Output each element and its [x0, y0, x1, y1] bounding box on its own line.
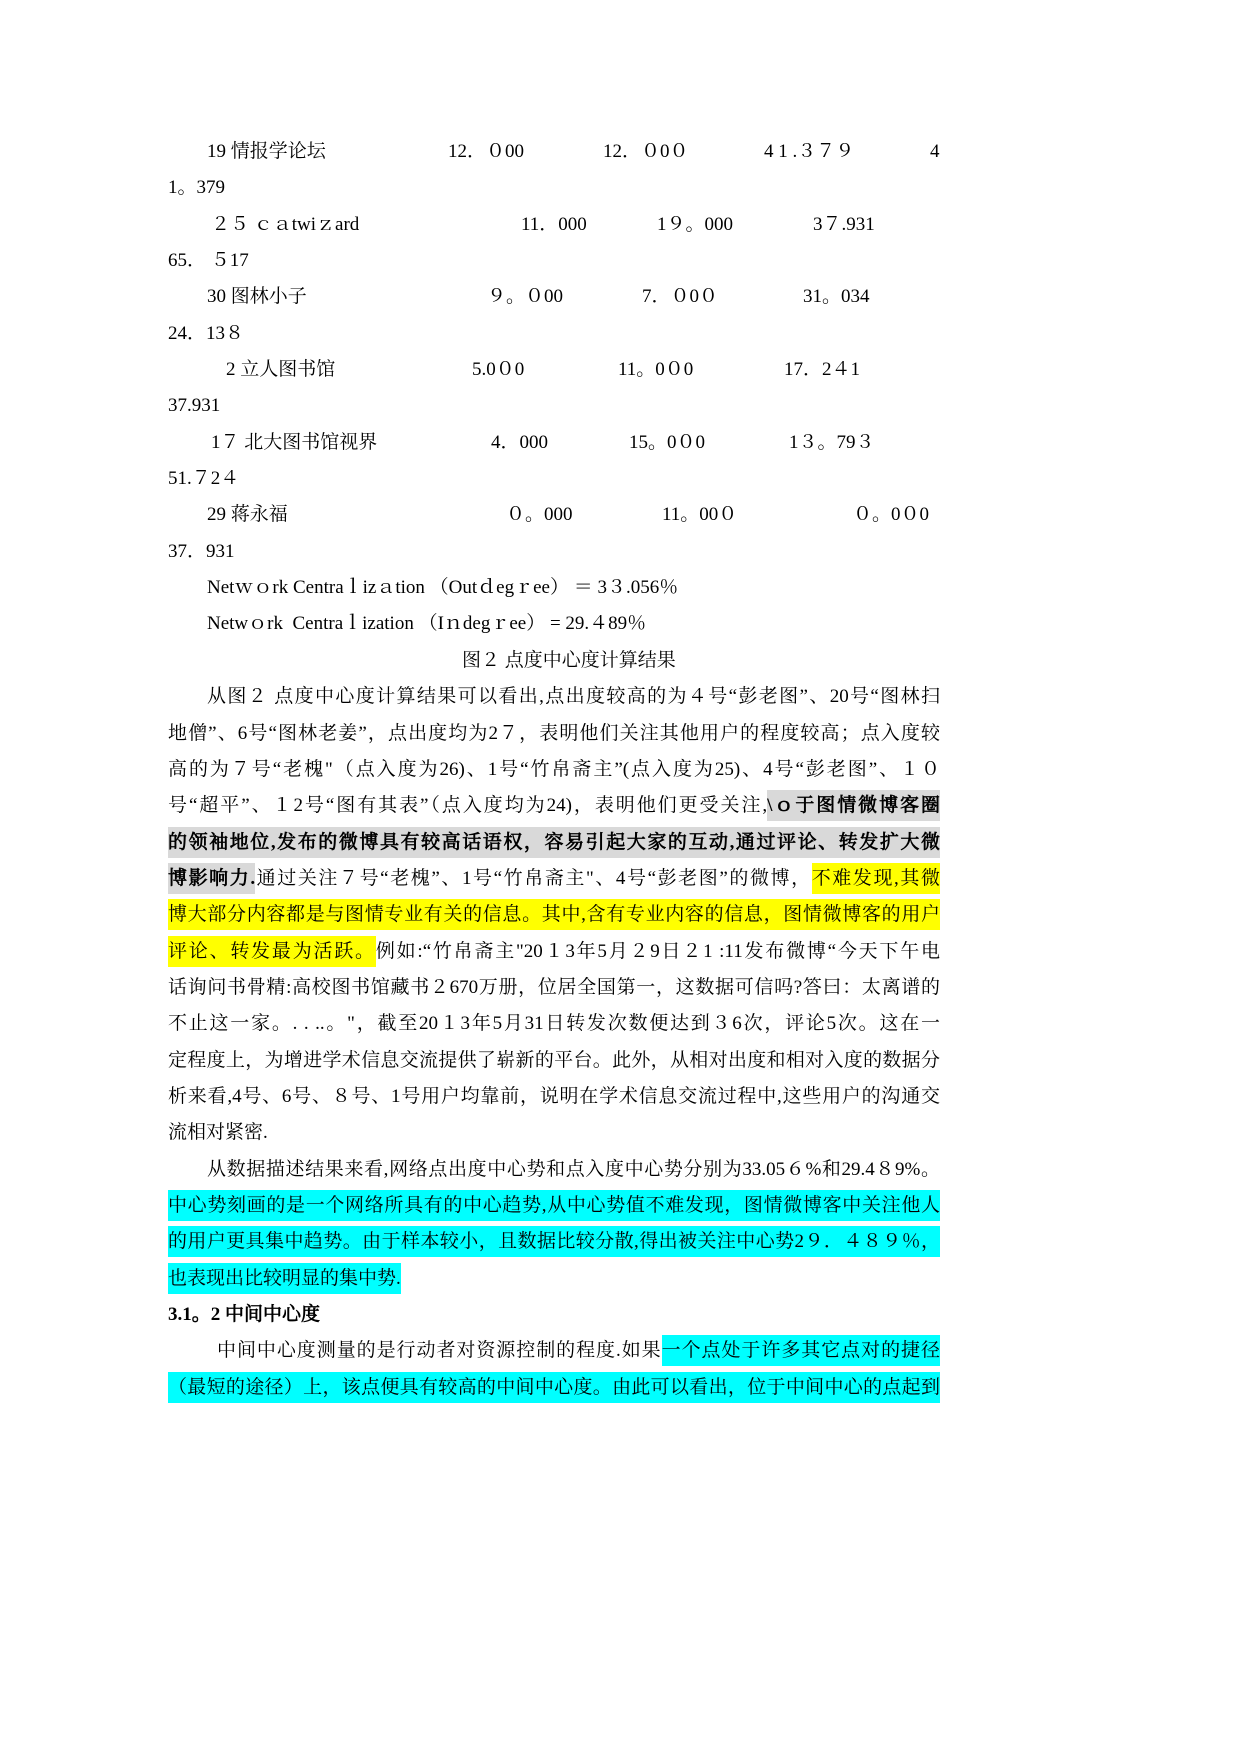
node-name: 1７ 北大图书馆视界 — [211, 431, 378, 453]
paragraph-line — [168, 1188, 940, 1224]
in-degree-value: 11。00０ — [662, 504, 738, 526]
highlighted-text-cyan: （最短的途径）上，该点便具有较高的中间中心度。由此可以看出，位于中间中心的点起到 — [168, 1372, 940, 1403]
text-run: 从图２ 点度中心度计算结果可以看出,点出度较高的为４号“彭老图”、20号“图林扫 — [207, 686, 940, 708]
text-run: 例如:“竹帛斋主"20１3年5月２9日２1 :11发布微博“今天下午电 — [375, 940, 940, 962]
table-row — [168, 207, 940, 243]
page-body — [168, 134, 940, 1406]
paragraph-line — [168, 1152, 940, 1188]
table-row-wrap — [168, 316, 940, 352]
node-name: 2 立人图书馆 — [226, 359, 336, 381]
highlighted-text-yellow: 不难发现,其微 — [812, 863, 940, 894]
paragraph-line — [168, 679, 940, 715]
paragraph-line — [168, 934, 940, 970]
table-row — [168, 497, 940, 533]
table-row — [168, 134, 940, 170]
highlighted-text-gray: 博影响力. — [168, 863, 255, 894]
paragraph-line — [168, 716, 940, 752]
centralization-outdegree: Netｗｏrk Centraｌizａtion （Outｄegｒee） ＝ 3３.056％ — [207, 577, 679, 599]
paragraph-line — [168, 1043, 940, 1079]
highlighted-text-cyan: 中心势刻画的是一个网络所具有的中心趋势,从中心势值不难发现，图情微博客中关注他人 — [168, 1190, 940, 1221]
figure-caption: 图２ 点度中心度计算结果 — [462, 649, 676, 671]
text-run: 地僧”、6号“图林老姜”，点出度均为2７，表明他们关注其他用户的程度较高；点入度较 — [168, 722, 940, 744]
paragraph-line — [168, 861, 940, 897]
nrm-in-degree-value: 4 — [930, 141, 940, 162]
paragraph-2 — [168, 1152, 940, 1297]
text-run: 中间中心度测量的是行动者对资源控制的程度.如果 — [217, 1340, 662, 1362]
paragraph-line — [168, 788, 940, 824]
nrm-in-degree-value: 24．13８ — [168, 322, 245, 344]
highlighted-text-yellow: 博大部分内容都是与图情专业有关的信息。其中,含有专业内容的信息，图情微博客的用户 — [168, 899, 940, 930]
text-run: 析来看,4号、6号、８号、1号用户均靠前，说明在学术信息交流过程中,这些用户的沟通交 — [168, 1085, 940, 1107]
highlighted-text-cyan: 的用户更具集中趋势。由于样本较小，且数据比较分散,得出被关注中心势2９．４８９％， — [168, 1226, 940, 1257]
table-row-wrap — [168, 388, 940, 424]
nrm-out-degree-value: 17．2４1 — [784, 359, 861, 381]
text-run: 流相对紧密. — [168, 1122, 268, 1144]
text-run: 不止这一家。. . ..。"，截至20１3年5月31日转发次数便达到３6次，评论5次。这在一 — [168, 1013, 940, 1035]
nrm-in-degree-value: 65． ５17 — [168, 250, 249, 272]
nrm-in-degree-value: 1。379 — [168, 177, 226, 199]
paragraph-line — [168, 1370, 940, 1406]
paragraph-line — [168, 970, 940, 1006]
paragraph-line — [168, 1006, 940, 1042]
centralization-indegree: Netwｏrk Centraｌization （Iｎdegｒee） = 29.４89％ — [207, 613, 647, 635]
out-degree-value: ０。000 — [506, 504, 573, 526]
highlighted-text-gray: \ｏ于图情微博客圈 — [767, 790, 940, 821]
highlighted-text-cyan: 也表现出比较明显的集中势. — [168, 1263, 401, 1294]
paragraph-1 — [168, 679, 940, 1151]
table-row-wrap — [168, 170, 940, 206]
out-degree-value: 5.0０0 — [472, 359, 525, 381]
section-heading: 3.1。2 中间中心度 — [168, 1304, 321, 1325]
in-degree-value: 12．０0０ — [603, 141, 689, 162]
in-degree-value: 11。0０0 — [618, 359, 694, 381]
nrm-in-degree-value: 37．931 — [168, 540, 235, 562]
paragraph-line — [168, 752, 940, 788]
nrm-out-degree-value: 3７.931 — [813, 213, 875, 235]
out-degree-value: 12．０00 — [448, 141, 525, 162]
table-row-wrap — [168, 461, 940, 497]
paragraph-line — [168, 1115, 940, 1151]
in-degree-value: 7．０0０ — [642, 286, 719, 308]
nrm-out-degree-value: 1３。79３ — [789, 431, 875, 453]
paragraph-3 — [168, 1333, 940, 1406]
table-row — [168, 425, 940, 461]
nrm-in-degree-value: 51.７2４ — [168, 468, 240, 490]
nrm-out-degree-value: 31。034 — [803, 286, 870, 308]
node-name: ２５ ｃａtwiｚard — [211, 213, 360, 235]
table-row — [168, 352, 940, 388]
node-name: 29 蒋永福 — [207, 504, 288, 526]
paragraph-line — [168, 1224, 940, 1260]
text-run: 高的为７号“老槐"（点入度为26)、1号“竹帛斋主”(点入度为25)、4号“彭老图”、１０ — [168, 758, 940, 780]
highlighted-text-yellow: 评论、转发最为活跃。 — [168, 936, 376, 967]
text-run: 话询问书骨精:高校图书馆藏书２670万册，位居全国第一，这数据可信吗?答曰：太离谱的 — [168, 976, 940, 998]
table-row-wrap — [168, 534, 940, 570]
node-name: 30 图林小子 — [207, 286, 307, 308]
table-row-wrap — [168, 243, 940, 279]
highlighted-text-cyan: 一个点处于许多其它点对的捷径 — [662, 1335, 940, 1366]
text-run: 号“超平”、１2号“图有其表”（点入度均为24)，表明他们更受关注, — [168, 795, 768, 817]
degree-centrality-table — [168, 134, 940, 643]
paragraph-line — [168, 1261, 940, 1297]
nrm-in-degree-value: 37.931 — [168, 395, 221, 417]
out-degree-value: ９。０00 — [487, 286, 564, 308]
paragraph-line — [168, 897, 940, 933]
out-degree-value: 4．000 — [491, 431, 549, 453]
text-run: 通过关注７号“老槐”、1号“竹帛斋主"、4号“彭老图”的微博， — [255, 867, 812, 889]
node-name: 19 情报学论坛 — [207, 141, 326, 162]
table-row — [168, 279, 940, 315]
paragraph-line — [168, 1333, 940, 1369]
out-degree-value: 11．000 — [521, 213, 587, 235]
nrm-out-degree-value: ０。0０0 — [853, 504, 930, 526]
highlighted-text-gray: 的领袖地位,发布的微博具有较高话语权，容易引起大家的互动,通过评论、转发扩大微 — [168, 827, 940, 858]
in-degree-value: 15。0０0 — [629, 431, 706, 453]
paragraph-line — [168, 1079, 940, 1115]
text-run: 从数据描述结果来看,网络点出度中心势和点入度中心势分别为33.05６%和29.4８9%。 — [207, 1158, 940, 1180]
in-degree-value: 1９。000 — [657, 213, 734, 235]
text-run: 定程度上，为增进学术信息交流提供了崭新的平台。此外，从相对出度和相对入度的数据分 — [168, 1049, 940, 1071]
nrm-out-degree-value: 4 1 .３７９ — [764, 141, 855, 162]
paragraph-line — [168, 825, 940, 861]
